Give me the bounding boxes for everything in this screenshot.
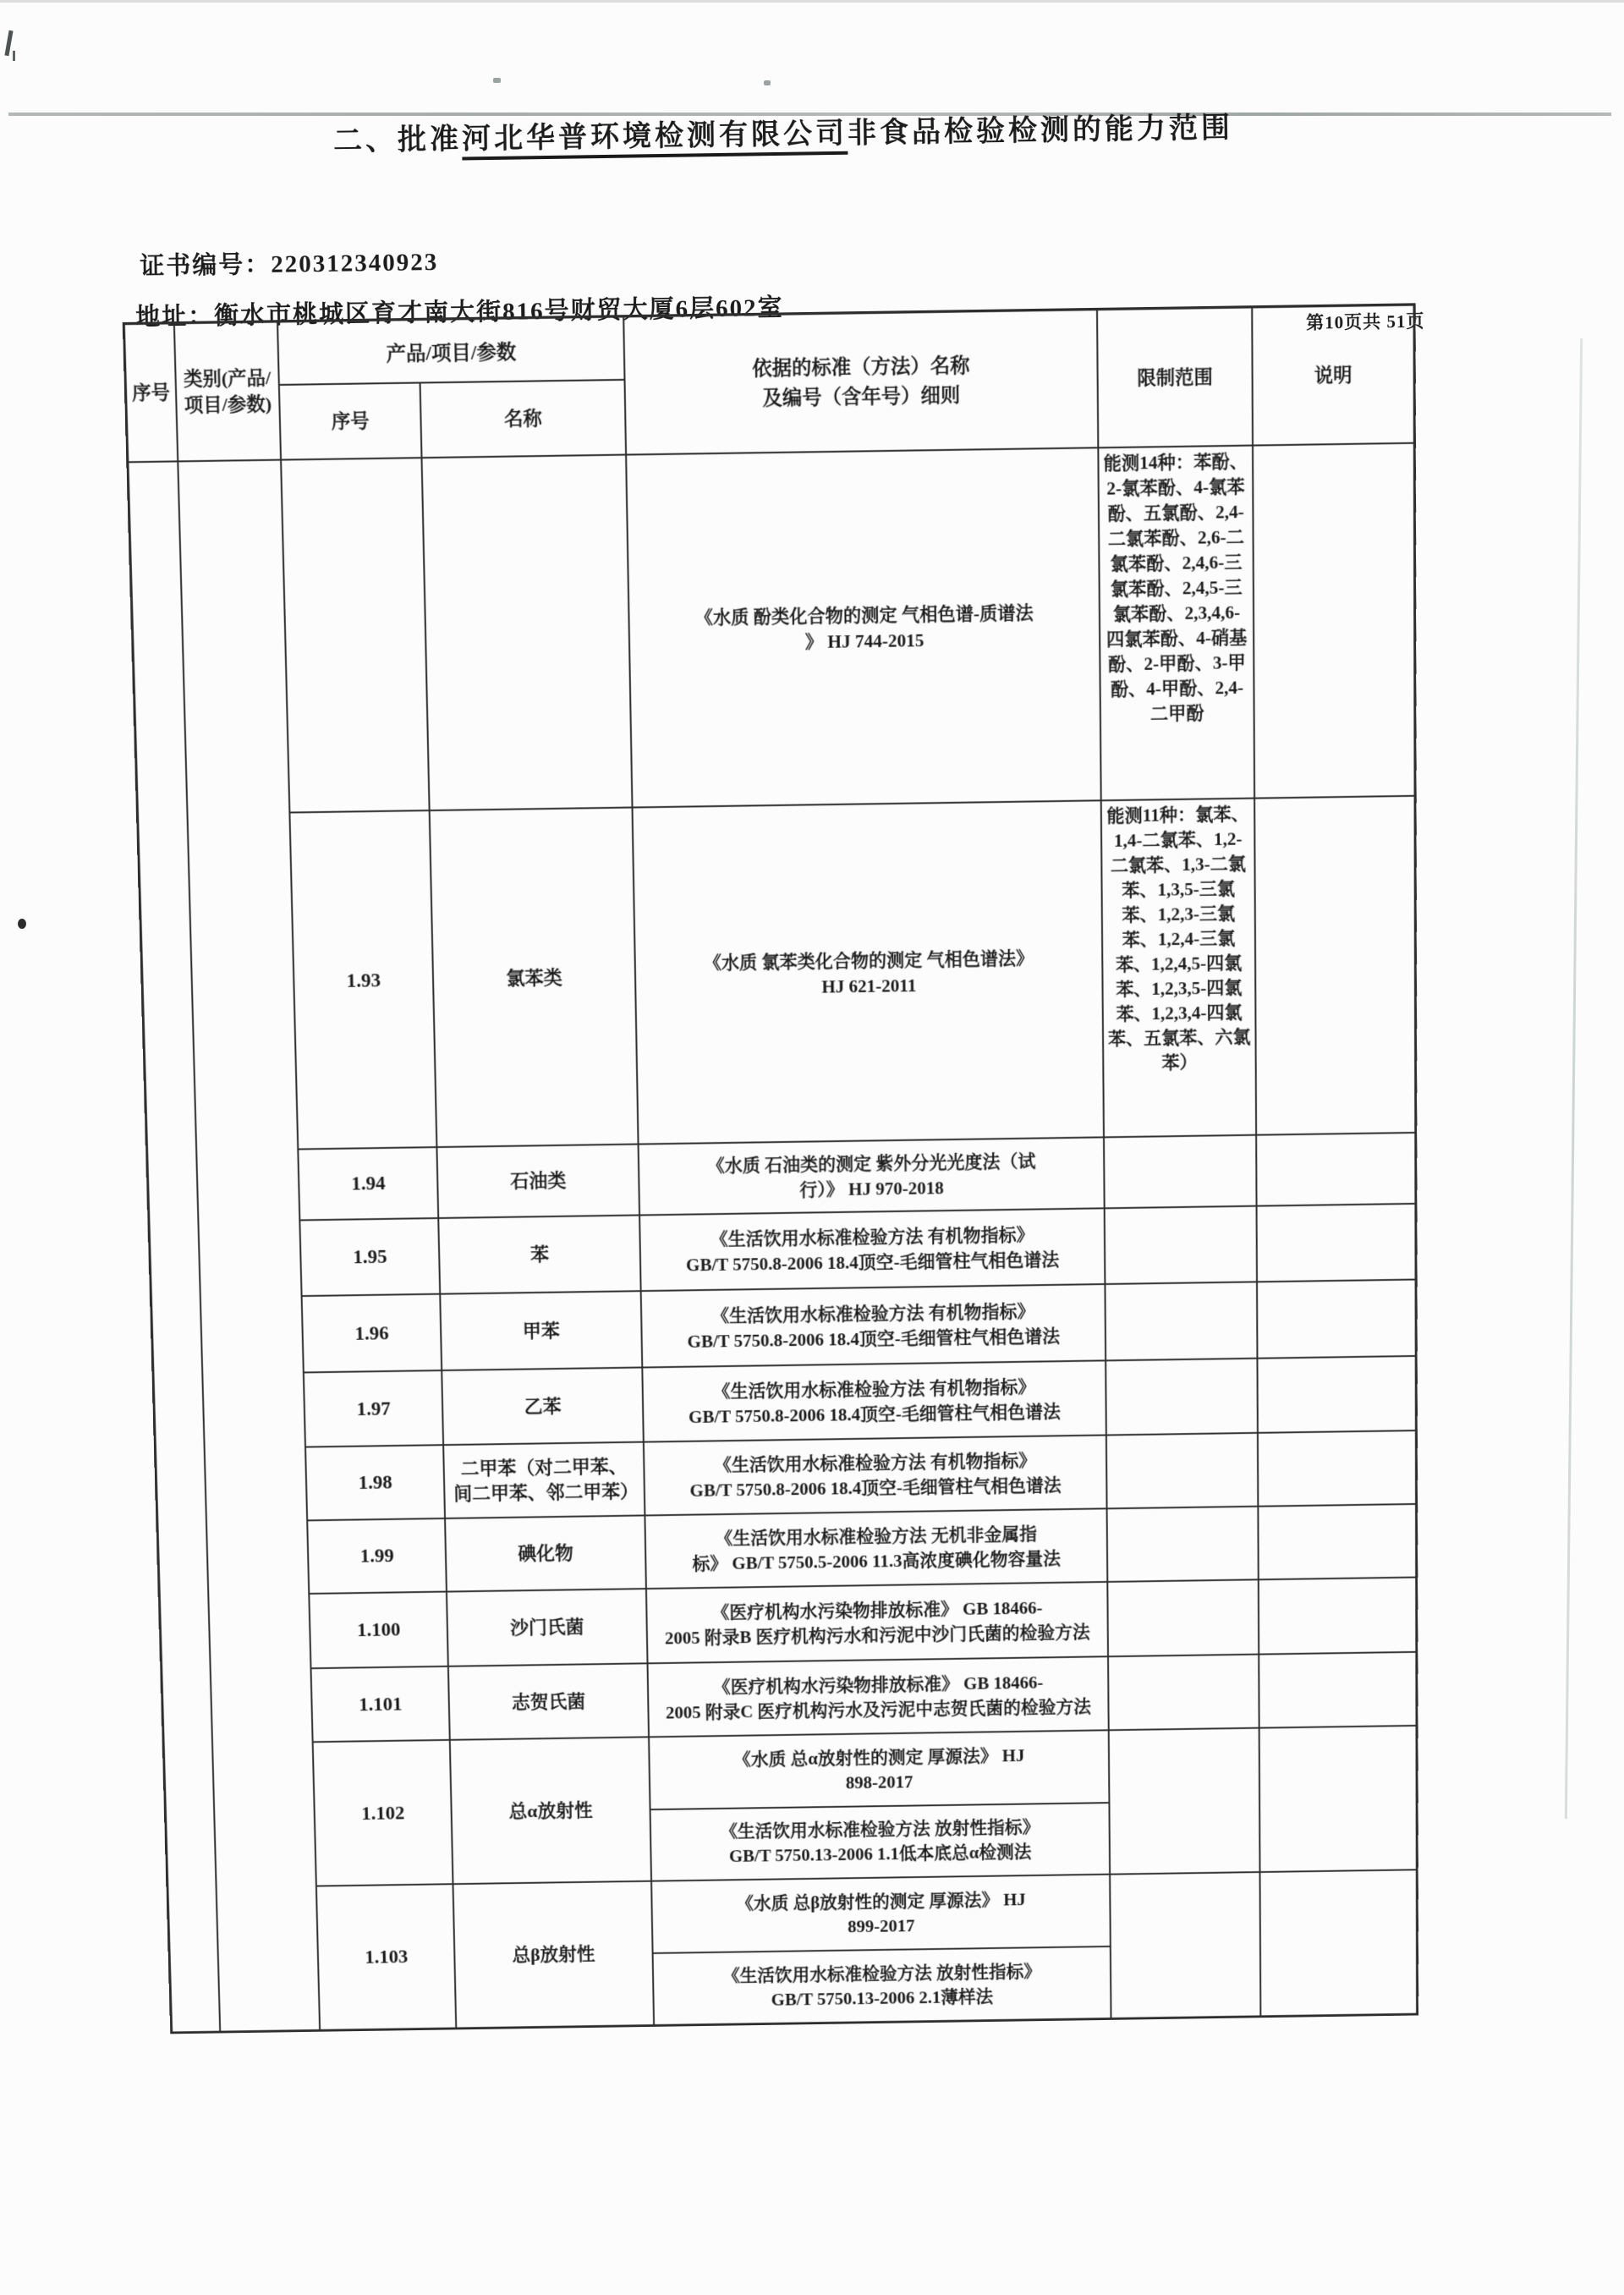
note-cell [1260, 1727, 1416, 1871]
header-category: 类别(产品/项目/参数) [175, 323, 282, 461]
note-cell [1259, 1505, 1415, 1578]
page-title-prefix: 二、批准 [332, 124, 463, 157]
company-name-underlined: 河北华普环境检测有限公司 [462, 118, 848, 161]
note-cell [1255, 797, 1414, 1134]
note-cell [1258, 1357, 1414, 1432]
product-no-cell: 1.96 [303, 1295, 443, 1372]
certificate-number-line [140, 243, 439, 282]
product-name-cell [423, 456, 634, 810]
standard-cell: 《生活饮用水标准检验方法 无机非金属指 标》 GB/T 5750.5-2006 11.3高浓度碘化物容量法 [645, 1509, 1108, 1588]
standard-cell: 《水质 氯苯类化合物的测定 气相色谱法》 HJ 621-2011 [634, 801, 1105, 1143]
scan-page-edge-artifact [1565, 338, 1583, 1819]
standard-cell-group [652, 1875, 1111, 2024]
header-limit: 限制范围 [1098, 308, 1254, 447]
page-title-suffix: 非食品检验检测的能力范围 [847, 112, 1234, 150]
product-no-cell: 1.99 [308, 1519, 447, 1593]
note-cell [1259, 1578, 1416, 1654]
limit-cell [1107, 1434, 1259, 1508]
document-content [131, 101, 1465, 2108]
note-cell [1261, 1870, 1417, 2015]
product-name-cell: 沙门氏菌 [447, 1589, 649, 1666]
page-indicator: 第10页共 51页 [1305, 310, 1425, 333]
limit-cell [1111, 1873, 1261, 2018]
header-product-group-label: 产品/项目/参数 [278, 317, 623, 385]
header-standard [624, 310, 1099, 453]
limit-cell [1108, 1580, 1259, 1655]
note-cell [1259, 1653, 1415, 1727]
header-product-subrow [280, 381, 625, 459]
product-name-cell: 总β放射性 [454, 1882, 656, 2028]
product-no-cell: 1.98 [306, 1446, 446, 1519]
limit-cell [1110, 1729, 1261, 1874]
limit-cell [1106, 1207, 1258, 1283]
note-cell [1258, 1205, 1415, 1281]
address-label: 地址： [134, 302, 215, 332]
address-value: 衡水市桃城区育才南大街816号财贸大厦6层602室 [213, 294, 784, 330]
product-name-cell: 碘化物 [446, 1516, 647, 1590]
table-header-row [125, 306, 1413, 464]
product-no-cell: 1.101 [312, 1667, 451, 1741]
scan-speck [493, 78, 501, 83]
product-no-cell: 1.100 [310, 1593, 449, 1668]
limit-cell [1108, 1507, 1259, 1581]
table-body [129, 444, 1416, 2032]
product-no-cell: 1.93 [290, 811, 437, 1148]
scan-ink-dot [18, 919, 26, 929]
limit-cell: 能测11种：氯苯、1,4-二氯苯、1,2-二氯苯、1,3-二氯苯、1,3,5-三氯苯、1,2,3-三氯苯、1,2,4-三氯苯、1,2,4,5-四氯苯、1,2,3,5-四氯苯、1,2,3,4-四氯苯、五氯苯、六氯苯） [1102, 799, 1257, 1137]
limit-cell [1106, 1282, 1258, 1359]
standard-cell: 《生活饮用水标准检验方法 有机物指标》 GB/T 5750.8-2006 18.4顶空-毛细管柱气相色谱法 [643, 1361, 1107, 1441]
product-no-cell: 1.103 [317, 1885, 457, 2029]
limit-cell [1109, 1655, 1260, 1730]
scan-edge-artifact [0, 0, 1624, 3]
product-name-cell: 氯苯类 [431, 809, 639, 1147]
capability-table [123, 303, 1418, 2034]
standard-cell: 《医疗机构水污染物排放标准》 GB 18466- 2005 附录B 医疗机构污水和污泥中沙门氏菌的检验方法 [647, 1583, 1109, 1662]
standard-cell: 《水质 石油类的测定 紫外分光光度法（试 行）》 HJ 970-2018 [639, 1138, 1106, 1214]
scan-corner-mark [13, 51, 15, 61]
standard-cell: 《医疗机构水污染物排放标准》 GB 18466- 2005 附录C 医疗机构污水及污泥中志贺氏菌的检验方法 [649, 1657, 1110, 1736]
product-name-cell: 石油类 [437, 1145, 640, 1217]
certificate-number-label: 证书编号： [140, 250, 272, 281]
table-row [314, 1727, 1416, 1887]
standard-cell: 《水质 总β放射性的测定 厚源法》 HJ 899-2017 [652, 1875, 1110, 1954]
standard-cell: 《水质 总α放射性的测定 厚源法》 HJ 898-2017 [650, 1731, 1108, 1809]
standard-cell: 《生活饮用水标准检验方法 有机物指标》 GB/T 5750.8-2006 18.4顶空-毛细管柱气相色谱法 [645, 1436, 1108, 1514]
header-product-group [278, 317, 627, 458]
standard-cell: 《生活饮用水标准检验方法 放射性指标》 GB/T 5750.13-2006 1.1低本底总α检测法 [720, 1817, 1040, 1867]
standard-cell: 《水质 酚类化合物的测定 气相色谱-质谱法 》 HJ 744-2015 [627, 448, 1102, 806]
table-rows [282, 444, 1416, 2029]
header-serial: 序号 [125, 324, 178, 461]
table-row [317, 1870, 1416, 2029]
limit-cell [1106, 1359, 1259, 1435]
header-standard-line2: 及编号（含年号）细则 [762, 384, 961, 409]
product-no-cell: 1.97 [304, 1371, 444, 1447]
note-cell [1259, 1431, 1415, 1506]
note-cell [1258, 1281, 1415, 1358]
product-name-cell: 甲苯 [441, 1292, 643, 1370]
page-title [131, 101, 1436, 162]
product-no-cell [282, 458, 431, 811]
product-no-cell: 1.94 [299, 1148, 439, 1219]
header-product-name: 名称 [503, 407, 543, 430]
header-note: 说明 [1314, 364, 1352, 387]
table-row [290, 797, 1414, 1150]
certificate-number-value: 220312340923 [271, 248, 439, 278]
product-name-cell: 志贺氏菌 [449, 1664, 650, 1739]
product-name-cell: 总α放射性 [451, 1738, 652, 1883]
limit-cell [1105, 1136, 1258, 1208]
product-name-cell: 苯 [439, 1216, 641, 1293]
header-standard-line1: 依据的标准（方法）名称 [752, 354, 970, 380]
product-name-cell: 乙苯 [442, 1368, 645, 1444]
standard-cell: 《生活饮用水标准检验方法 有机物指标》 GB/T 5750.8-2006 18.4顶空-毛细管柱气相色谱法 [642, 1285, 1106, 1367]
standard-cell: 《生活饮用水标准检验方法 放射性指标》 GB/T 5750.13-2006 2.1薄样法 [721, 1961, 1042, 2010]
note-cell [1257, 1134, 1414, 1205]
product-name-cell: 二甲苯（对二甲苯、间二甲苯、邻二甲苯） [444, 1443, 645, 1518]
note-cell [1254, 444, 1414, 798]
table-row [282, 444, 1413, 814]
standard-cell-group [650, 1731, 1111, 1880]
product-no-cell: 1.95 [300, 1219, 441, 1295]
limit-cell: 能测14种：苯酚、2-氯苯酚、4-氯苯酚、五氯酚、2,4-二氯苯酚、2,6-二氯苯酚、2,4,6-三氯苯酚、2,4,5-三氯苯酚、2,3,4,6-四氯苯酚、4-硝基酚、2-甲酚、3-甲酚、4-甲酚、2,4-二甲酚 [1099, 447, 1255, 800]
scan-speck [764, 80, 771, 85]
header-product-serial: 序号 [280, 383, 423, 458]
product-no-cell: 1.102 [314, 1741, 454, 1886]
standard-cell: 《生活饮用水标准检验方法 有机物指标》 GB/T 5750.8-2006 18.4顶空-毛细管柱气相色谱法 [640, 1209, 1106, 1290]
